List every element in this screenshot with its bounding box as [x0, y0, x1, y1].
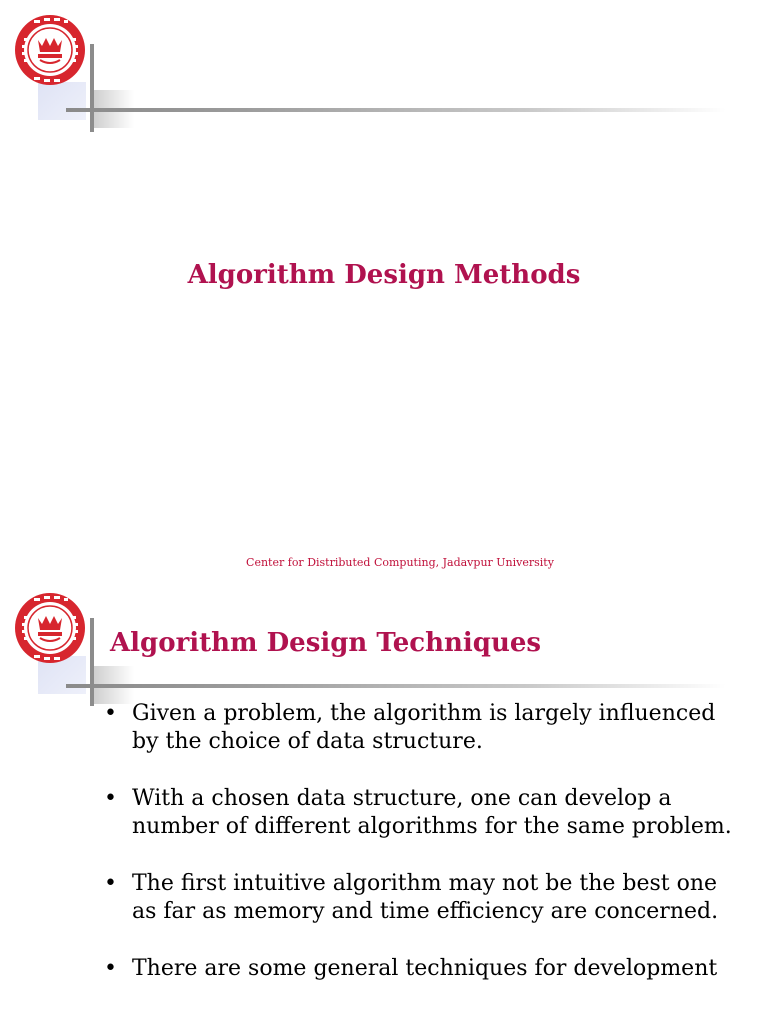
bullet-text: The first intuitive algorithm may not be the best one as far as memory and time efficiency are concerned. — [132, 871, 719, 924]
bullet-list — [104, 700, 744, 1012]
slide-heading: Algorithm Design Techniques — [110, 628, 542, 658]
bullet-dot-icon: • — [104, 956, 117, 981]
bullet-item — [104, 870, 744, 926]
decorative-horizontal-line — [66, 108, 726, 112]
bullet-dot-icon: • — [104, 786, 117, 811]
bullet-text: There are some general techniques for development — [132, 956, 718, 981]
content-slide — [0, 580, 768, 1024]
bullet-item — [104, 700, 744, 756]
bullet-item — [104, 785, 744, 841]
slide-footer: Center for Distributed Computing, Jadavpur University — [246, 556, 554, 569]
bullet-text: Given a problem, the algorithm is largely influenced by the choice of data structure. — [132, 701, 716, 754]
decorative-horizontal-line — [66, 684, 726, 688]
university-seal-icon — [14, 14, 86, 86]
decorative-vertical-line — [90, 44, 94, 132]
bullet-item — [104, 955, 744, 983]
decorative-square — [38, 82, 86, 120]
university-seal-icon — [14, 592, 86, 664]
bullet-text: With a chosen data structure, one can develop a number of different algorithms for the same problem. — [132, 786, 732, 839]
bullet-dot-icon: • — [104, 701, 117, 726]
decorative-vertical-line — [90, 618, 94, 706]
slide-title: Algorithm Design Methods — [187, 260, 581, 290]
bullet-dot-icon: • — [104, 871, 117, 896]
